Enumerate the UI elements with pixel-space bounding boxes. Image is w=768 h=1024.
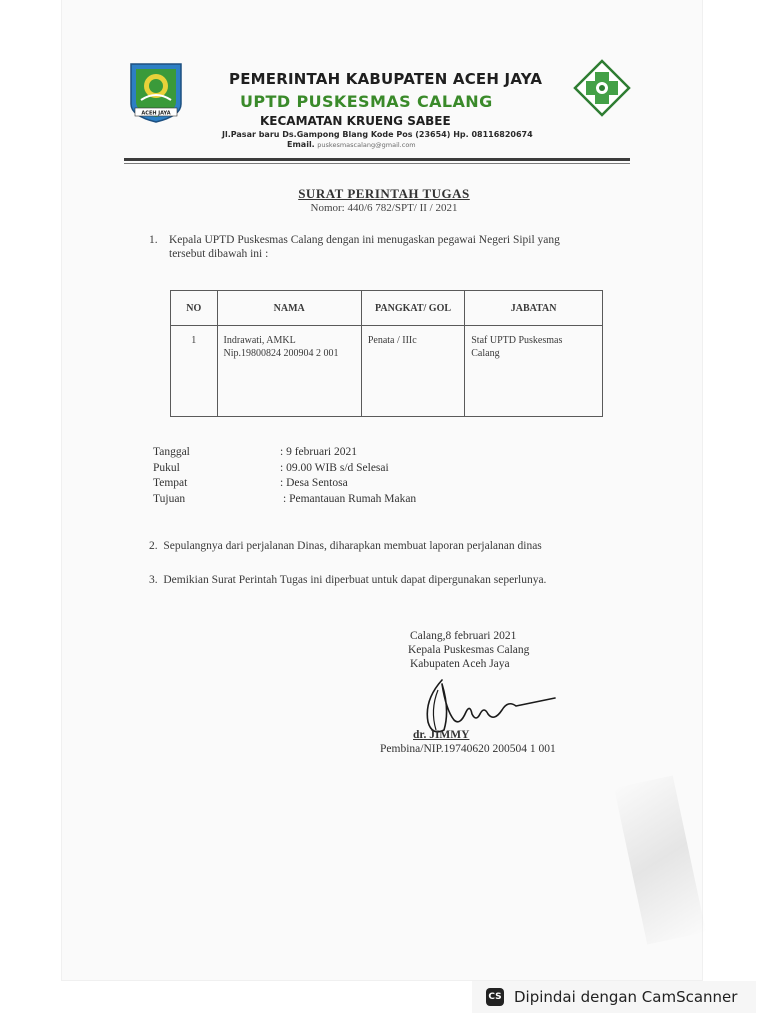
camscanner-text: Dipindai dengan CamScanner [514,988,738,1006]
point1-text-b: tersebut dibawah ini : [169,248,269,260]
header-rule-thin [124,163,630,164]
email-label: Email. [287,140,315,149]
detail-label-tempat: Tempat [153,477,188,489]
aceh-jaya-logo [127,60,185,124]
cell-pangkat-value: Penata / IIIc [367,335,417,346]
camscanner-icon: CS [486,988,504,1006]
signature-title-2: Kabupaten Aceh Jaya [410,658,510,670]
cell-no [171,326,218,417]
point3 [149,574,546,586]
point2-text: Sepulangnya dari perjalanan Dinas, diharapkan membuat laporan perjalanan dinas [163,540,542,552]
point2 [149,540,542,552]
signature-title-1: Kepala Puskesmas Calang [408,644,530,656]
col-header-pangkat: PANGKAT/ GOL [361,291,464,326]
header-kecamatan: KECAMATAN KRUENG SABEE [260,114,451,128]
point1-number: 1. [149,234,158,246]
col-header-no: NO [171,291,218,326]
email-value: puskesmascalang@gmail.com [317,141,416,149]
document-title: SURAT PERINTAH TUGAS [298,186,470,201]
point2-number: 2. [149,540,158,552]
col-header-jabatan: JABATAN [465,291,603,326]
detail-value-tanggal: : 9 februari 2021 [280,446,357,458]
logo-left-text: ACEH JAYA [141,110,171,117]
detail-label-tanggal: Tanggal [153,446,190,458]
detail-value-tujuan: : Pemantauan Rumah Makan [283,493,417,505]
personnel-table [170,290,603,417]
cell-nama-name: Indrawati, AMKL [223,335,296,346]
puskesmas-logo [572,58,632,138]
detail-value-tempat: : Desa Sentosa [280,477,348,489]
table-header-row [171,291,603,326]
signature-place-date: Calang,8 februari 2021 [410,630,517,642]
cell-jabatan [465,326,603,417]
cell-nama [217,326,361,417]
point3-text: Demikian Surat Perintah Tugas ini diperbuat untuk dapat dipergunakan seperlunya. [163,574,547,586]
cell-no-value: 1 [191,335,197,346]
header-government: PEMERINTAH KABUPATEN ACEH JAYA [229,70,543,88]
point3-number: 3. [149,574,158,586]
col-header-nama: NAMA [217,291,361,326]
signatory-name: dr. JIMMY [413,729,470,741]
point1-text-a: Kepala UPTD Puskesmas Calang dengan ini menugaskan pegawai Negeri Sipil yang [169,234,560,246]
cell-pangkat [361,326,464,417]
cell-jabatan-line1: Staf UPTD Puskesmas [471,335,563,346]
header-uptd: UPTD PUSKESMAS CALANG [240,92,493,111]
cell-nama-nip: Nip.19800824 200904 2 001 [223,348,339,359]
detail-value-pukul: : 09.00 WIB s/d Selesai [280,462,389,474]
document-number: Nomor: 440/6 782/SPT/ II / 2021 [310,202,458,214]
cell-jabatan-line2: Calang [471,348,500,359]
header-rule-thick [124,158,630,161]
detail-label-tujuan: Tujuan [153,493,186,505]
signatory-nip: Pembina/NIP.19740620 200504 1 001 [380,743,556,755]
table-row [171,326,603,417]
camscanner-badge [472,981,756,1013]
header-address: Jl.Pasar baru Ds.Gampong Blang Kode Pos (23654) Hp. 08116820674 [222,130,533,139]
detail-label-pukul: Pukul [153,462,180,474]
header-email [287,140,416,149]
